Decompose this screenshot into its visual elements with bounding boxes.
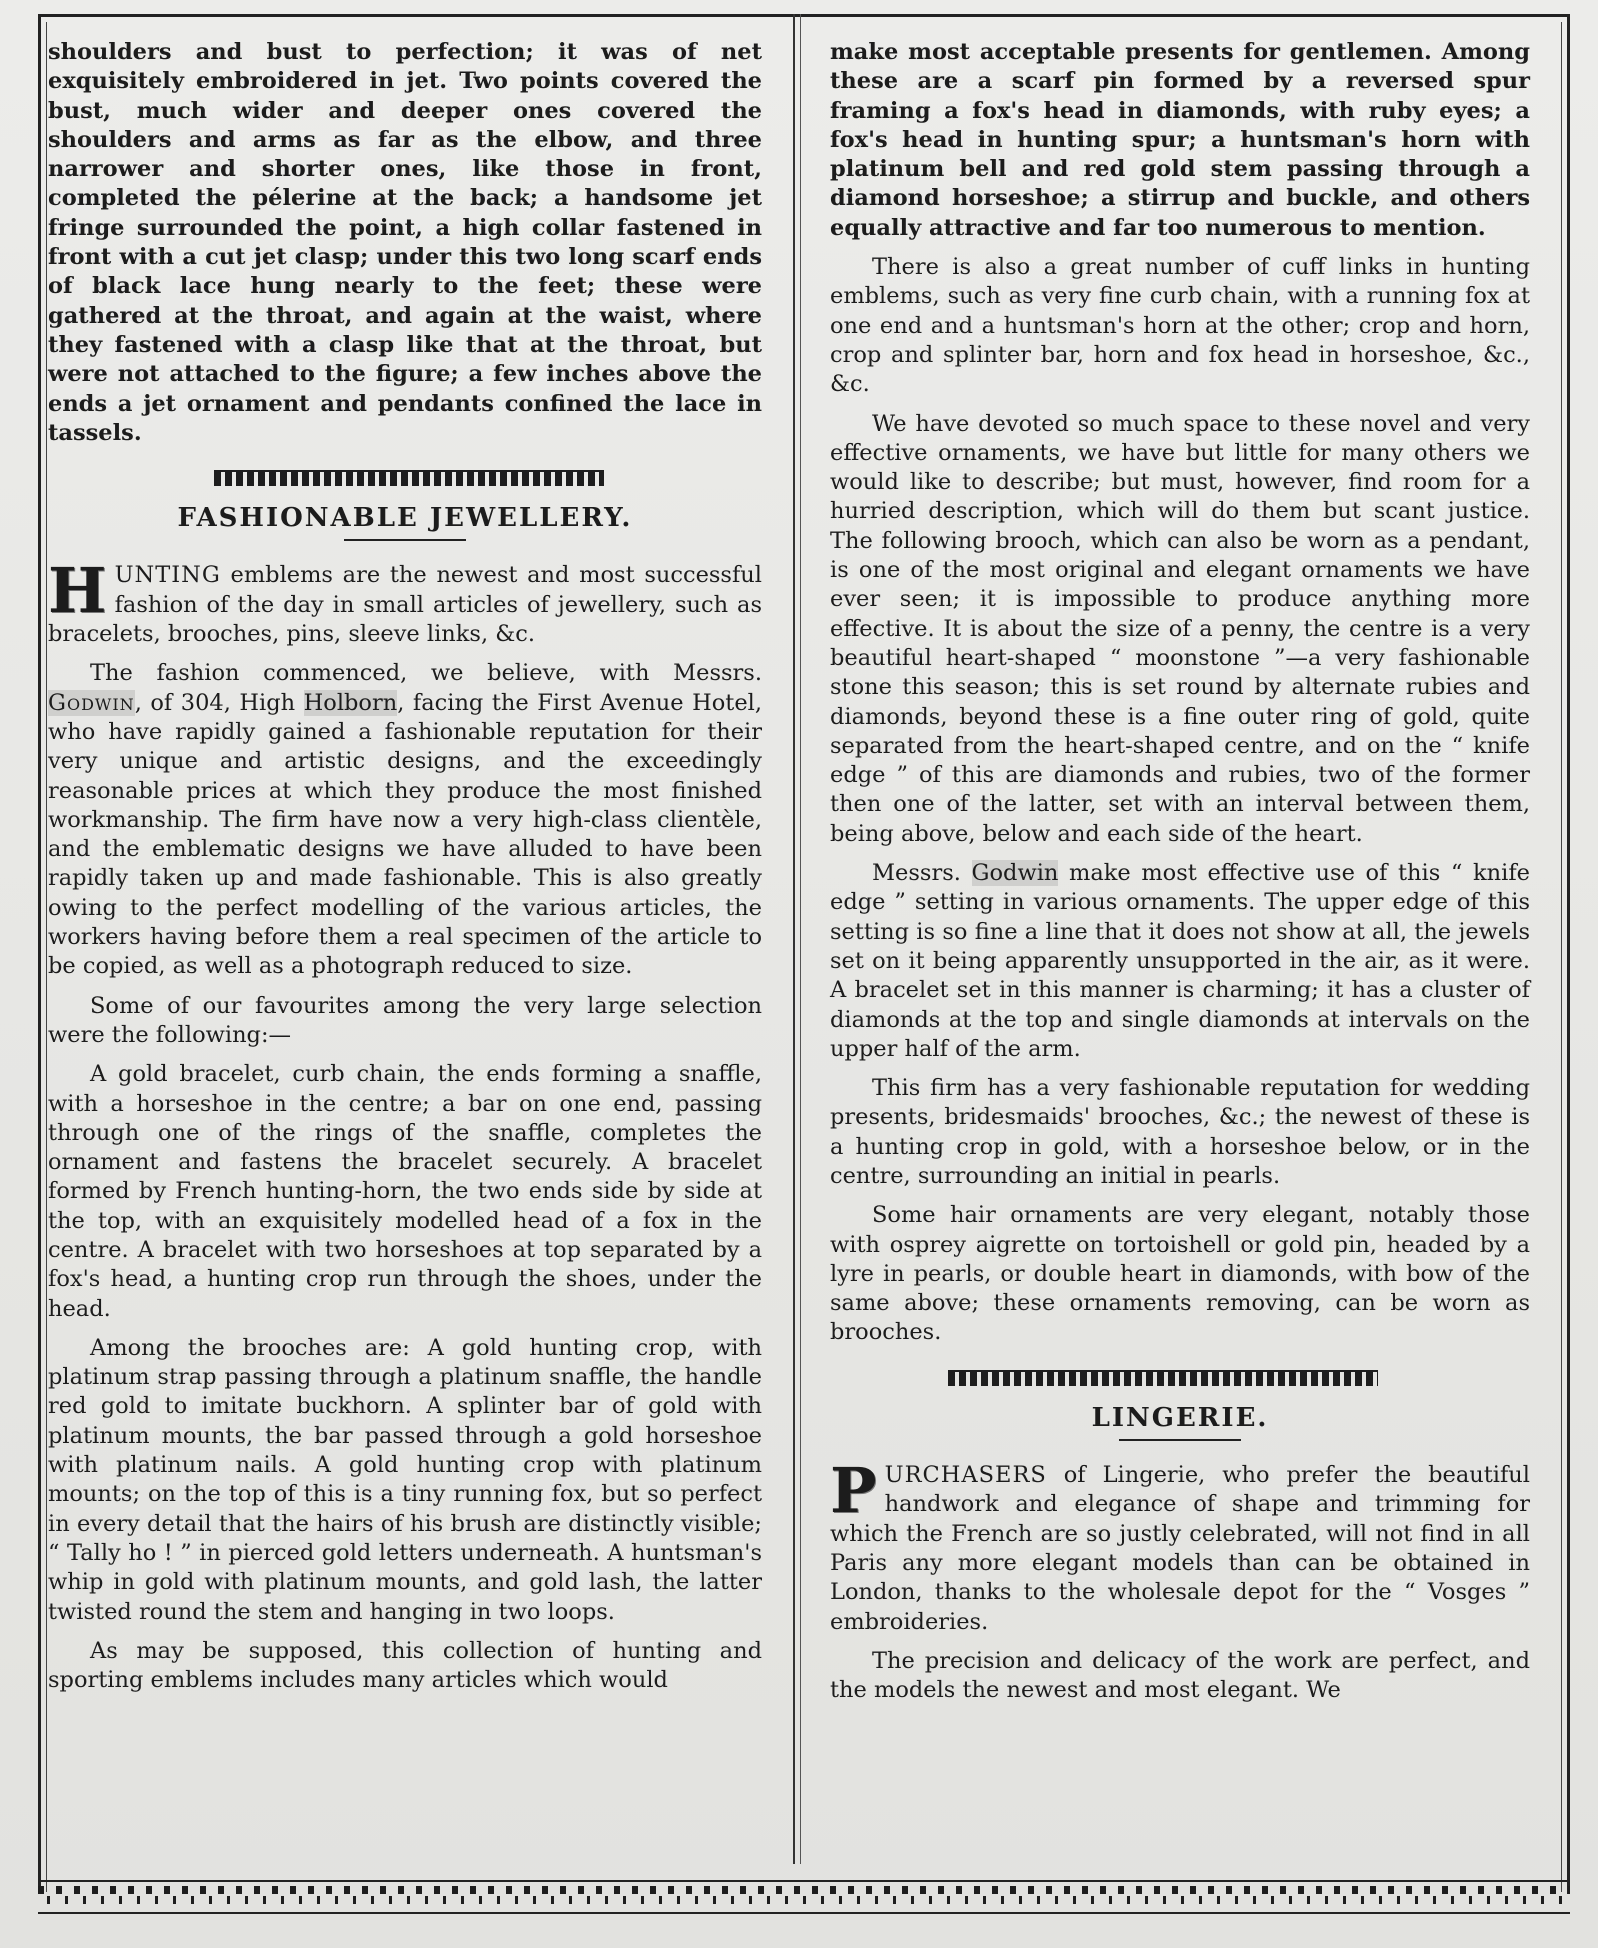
drop-cap-lead-right: URCHASERS (884, 1462, 1047, 1489)
heading-underline-right (1119, 1439, 1241, 1441)
jewellery-paragraph-2 (48, 659, 762, 981)
hair-ornaments-paragraph: Some hair ornaments are very elegant, notably those with osprey aigrette on tortoishell or gold pin, headed by a lyre in pearls, or double heart in diamonds, with bow of the same above; these ornaments removing, can be worn as brooches. (830, 1202, 1530, 1346)
jewellery-paragraph-4: A gold bracelet, curb chain, the ends forming a snaffle, with a horseshoe in the centre; a bar on one end, passing through one of the rings of the snaffle, completes the ornament and fastens the bracelet securely. A bracelet formed by French hunting-horn, the two ends side by side at the top, with an exquisitely modelled head of a fox in the centre. A bracelet with two horseshoes at top separated by a fox's head, a hunting crop run through the shoes, under the head. (48, 1061, 762, 1322)
drop-cap-lead: UNTING (114, 562, 221, 589)
lingerie-paragraph-1 (830, 1454, 1530, 1637)
p2-text-b: , of 304, High (134, 689, 304, 716)
section-heading-jewellery: FASHIONABLE JEWELLERY. (177, 503, 633, 534)
godwin-name: Godwin (48, 689, 135, 716)
jewellery-paragraph-6: As may be supposed, this collection of hunting and sporting emblems includes many articles which would (48, 1637, 762, 1694)
left-column (48, 38, 762, 1705)
right-intro-paragraph: make most acceptable presents for gentlemen. Among these are a scarf pin formed by a reversed spur framing a fox's head in diamonds, with ruby eyes; a fox's head in hunting spur; a huntsman's horn with platinum bell and red gold stem passing through a diamond horseshoe; a stirrup and buckle, and others equally attractive and far too numerous to mention. (830, 39, 1530, 241)
section-heading-lingerie: LINGERIE. (1091, 1402, 1269, 1433)
cuff-links-paragraph: There is also a great number of cuff links in hunting emblems, such as very fine curb chain, with a running fox at one end and a huntsman's horn at the other; crop and horn, crop and splinter bar, horn and fox head in horseshoe, &c., &c. (830, 254, 1530, 398)
jewellery-paragraph-3: Some of our favourites among the very large selection were the following:— (48, 992, 762, 1048)
ornamental-separator (214, 470, 604, 486)
right-column (830, 38, 1530, 1715)
p2-text-a: The fashion commenced, we believe, with Messrs. (90, 660, 762, 687)
drop-cap-letter-right: P (830, 1454, 877, 1528)
left-intro-paragraph: shoulders and bust to perfection; it was of net exquisitely embroidered in jet. Two points covered the bust, much wider and deeper ones covered the shoulders and arms as far as the elbow, and three narrower and shorter ones, like those in front, completed the pélerine at the back; a handsome jet fringe surrounded the point, a high collar fastened in front with a cut jet clasp; under this two long scarf ends of black lace hung nearly to the feet; these were gathered at the throat, and again at the waist, where they fastened with a clasp like that at the throat, but were not attached to the figure; a few inches above the ends a jet ornament and pendants confined the lace in tassels. (48, 39, 762, 446)
jewellery-paragraph-1-text: emblems are the newest and most successful fashion of the day in small articles of jewellery, such as bracelets, brooches, pins, sleeve links, &c. (48, 562, 762, 648)
jewellery-paragraph-5: Among the brooches are: A gold hunting crop, with platinum strap passing through a platinum snaffle, the handle red gold to imitate buckhorn. A splinter bar of gold with platinum mounts, the bar passed through a gold horseshoe with platinum nails. A gold hunting crop with platinum mounts; on the top of this is a tiny running fox, but so perfect in every detail that the hairs of his brush are distinctly visible; “ Tally ho ! ” in pierced gold letters underneath. A huntsman's whip in gold with platinum mounts, and gold lash, the latter twisted round the stem and hanging in two loops. (48, 1334, 762, 1625)
wedding-presents-paragraph: This firm has a very fashionable reputation for wedding presents, bridesmaids' brooches, &c.; the newest of these is a hunting crop in gold, with a horseshoe below, or in the centre, surrounding an initial in pearls. (830, 1075, 1530, 1189)
heading-underline (344, 539, 466, 541)
godwin-name-right: Godwin (971, 860, 1059, 887)
column-divider-inner (800, 14, 801, 1864)
right-inner-rule (1561, 22, 1562, 1892)
p2-text-c: , facing the First Avenue Hotel, who have rapidly gained a fashionable reputation for their very unique and artistic designs, and the exceedingly reasonable prices at which they produce the most finished workmanship. The firm have now a very high-class clientèle, and the emblematic designs we have alluded to have been rapidly taken up and made fashionable. This is also greatly owing to the perfect modelling of the various articles, the workers having before them a real specimen of the article to be copied, as well as a photograph reduced to size. (48, 689, 762, 980)
drop-cap-letter: H (48, 554, 107, 628)
lingerie-paragraph-1-text: of Lingerie, who prefer the beautiful handwork and elegance of shape and trimming for which the French are so justly celebrated, will not find in all Paris any more elegant models than can be obtained in London, thanks to the wholesale depot for the “ Vosges ” embroideries. (830, 1462, 1530, 1635)
brooch-paragraph: We have devoted so much space to these novel and very effective ornaments, we have but little for many others we would like to describe; but must, however, find room for a hurried description, which will do them but scant justice. The following brooch, which can also be worn as a pendant, is one of the most original and elegant ornaments we have ever seen; it is impossible to produce anything more effective. It is about the size of a penny, the centre is a very beautiful heart-shaped “ moonstone ”—a very fashionable stone this season; this is set round by alternate rubies and diamonds, beyond these is a fine outer ring of gold, quite separated from the heart-shaped centre, and on the “ knife edge ” of this are diamonds and rubies, two of the former then one of the latter, set with an interval between them, being above, below and each side of the heart. (830, 410, 1530, 847)
lingerie-paragraph-2: The precision and delicacy of the work are perfect, and the models the newest and most elegant. We (830, 1647, 1530, 1704)
p4-text-b: make most effective use of this “ knife edge ” setting in various ornaments. The upper edge of this setting is so fine a line that it does not show at all, the jewels set on it being apparently unsupported in the air, as it were. A bracelet set in this manner is charming; it has a cluster of diamonds at the top and single diamonds at intervals on the upper half of the arm. (830, 860, 1530, 1062)
left-inner-rule (46, 22, 47, 1892)
holborn-name: Holborn (303, 689, 398, 716)
top-border-rule (40, 14, 1568, 17)
jewellery-paragraph-1 (48, 554, 762, 649)
ornamental-separator-right (948, 1370, 1378, 1386)
knife-edge-paragraph (830, 859, 1530, 1064)
column-divider (793, 14, 795, 1864)
right-border-rule (1567, 14, 1570, 1894)
left-border-rule (38, 14, 41, 1894)
ornamental-bottom-border (38, 1880, 1570, 1914)
p4-text-a: Messrs. (872, 860, 972, 887)
